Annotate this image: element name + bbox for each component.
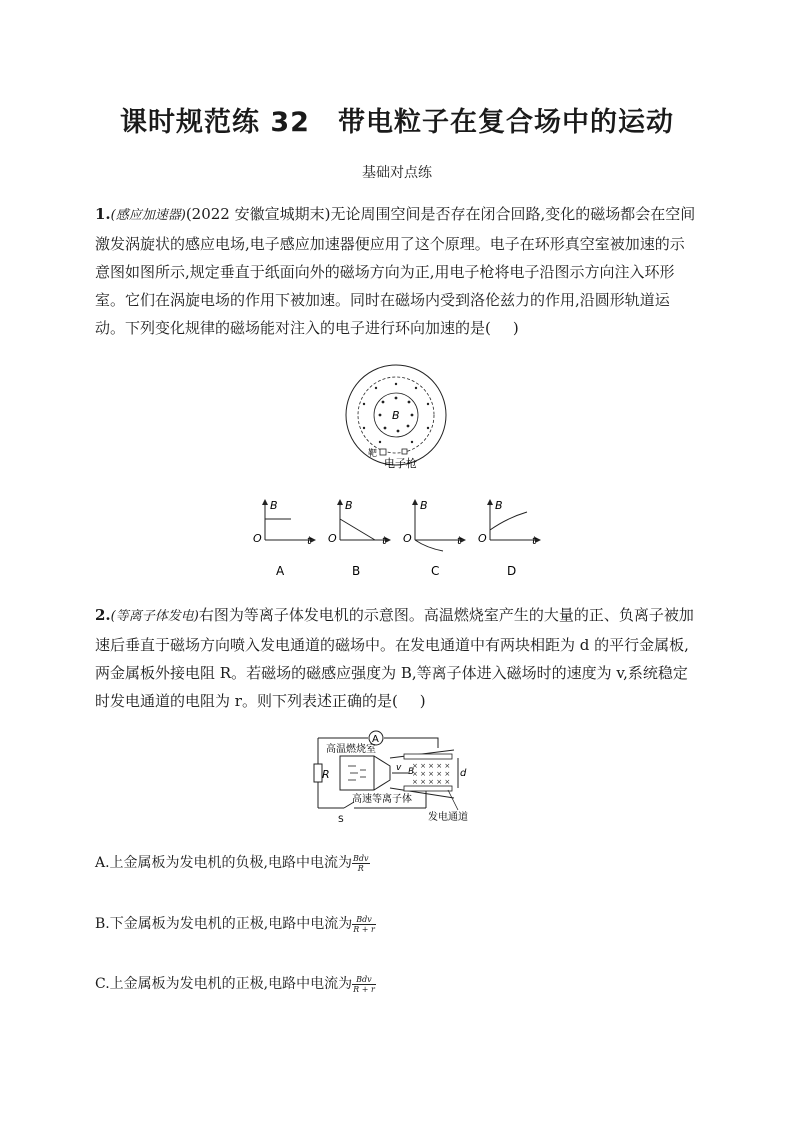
section-subtitle: 基础对点练 xyxy=(362,165,432,181)
option-b-text: B.下金属板为发电机的正极,电路中电流为 xyxy=(95,916,353,932)
graph-letter: D xyxy=(507,564,517,578)
electron-gun-label: 电子枪 xyxy=(384,457,417,470)
switch-label: S xyxy=(338,815,344,825)
question-1-close: ) xyxy=(512,319,519,337)
field-b-label: B xyxy=(392,409,400,422)
svg-text:× × × × ×: × × × × × xyxy=(412,762,451,770)
graph-letter: B xyxy=(352,564,361,578)
graph-options xyxy=(245,494,555,584)
svg-text:× × × × ×: × × × × × xyxy=(412,770,451,778)
plasma-generator-figure xyxy=(308,726,488,826)
graph-letter: A xyxy=(276,564,285,578)
origin-label: O xyxy=(328,532,337,545)
option-b-fraction xyxy=(352,915,376,934)
question-2 xyxy=(95,601,697,715)
origin-label: O xyxy=(253,532,262,545)
channel-label: 发电通道 xyxy=(428,812,468,823)
origin-label: O xyxy=(478,532,487,545)
distance-label: d xyxy=(460,768,467,779)
axis-x-label: t xyxy=(382,534,387,547)
axis-x-label: t xyxy=(307,534,312,547)
question-1-text: (2022 安徽宣城期末)无论周围空间是否存在闭合回路,变化的磁场都会在空间激发涡旋状的感应电场,电子感应加速器便应用了这个原理。电子在环形真空室被加速的示意图如图所示,规定垂直于纸面向外的磁场方向为正,用电子枪将电子沿图示方向注入环形室。它们在涡旋电场的作用下被加速。同时在磁场内受到洛伦兹力的作用,沿圆形轨道运动。下列变化规律的磁场能对注入的电子进行环向加速的是( xyxy=(95,205,696,337)
axis-x-label: t xyxy=(457,534,462,547)
small-label: 靶 xyxy=(368,449,378,459)
graph-letter: C xyxy=(431,564,440,578)
chamber-label: 高温燃烧室 xyxy=(326,744,376,755)
question-1-tag: (感应加速器) xyxy=(110,208,186,223)
axis-x-label: t xyxy=(532,534,537,547)
option-a-text: A.上金属板为发电机的负极,电路中电流为 xyxy=(95,855,353,871)
ammeter-label: A xyxy=(372,734,379,745)
fraction-numerator: Bdv xyxy=(352,975,376,985)
resistor-label: R xyxy=(322,768,330,781)
question-2-text: 右图为等离子体发电机的示意图。高温燃烧室产生的大量的正、负离子被加速后垂直于磁场方向喷入发电通道的磁场中。在发电通道中有两块相距为 d 的平行金属板,两金属板外接电阻 R。若磁场的磁感应强度为 B,等离子体进入磁场时的速度为 v,系统稳定时发电通道的电阻为 r。则下列表述正确的是( xyxy=(95,606,694,710)
question-2-tag: (等离子体发电) xyxy=(110,609,199,624)
origin-label: O xyxy=(403,532,412,545)
graph-c[interactable] xyxy=(403,499,465,578)
question-1 xyxy=(95,200,697,342)
axis-y-label: B xyxy=(345,499,353,512)
fraction-numerator: Bdv xyxy=(353,853,369,863)
fraction-denominator: R + r xyxy=(353,984,375,994)
graph-b[interactable] xyxy=(328,499,390,578)
option-c[interactable] xyxy=(95,973,376,994)
option-c-fraction xyxy=(352,975,376,994)
betatron-figure xyxy=(340,364,460,474)
field-label: B xyxy=(408,767,415,777)
plasma-label: 高速等离子体 xyxy=(352,794,412,805)
axis-y-label: B xyxy=(495,499,503,512)
axis-y-label: B xyxy=(420,499,428,512)
option-b[interactable] xyxy=(95,913,376,934)
axis-y-label: B xyxy=(270,499,278,512)
option-a[interactable] xyxy=(95,852,370,873)
graph-a[interactable] xyxy=(253,499,315,578)
option-c-text: C.上金属板为发电机的正极,电路中电流为 xyxy=(95,976,353,992)
fraction-denominator: R + r xyxy=(353,924,375,934)
question-2-close: ) xyxy=(419,692,426,710)
graph-d[interactable] xyxy=(478,499,540,578)
question-1-number: 1. xyxy=(95,205,111,223)
fraction-numerator: Bdv xyxy=(352,915,376,925)
page-title: 课时规范练 32 带电粒子在复合场中的运动 xyxy=(120,107,674,138)
fraction-denominator: R xyxy=(357,863,364,873)
option-a-fraction xyxy=(352,854,370,873)
question-2-number: 2. xyxy=(95,606,111,624)
velocity-label: v xyxy=(396,763,402,773)
svg-text:× × × × ×: × × × × × xyxy=(412,778,451,786)
